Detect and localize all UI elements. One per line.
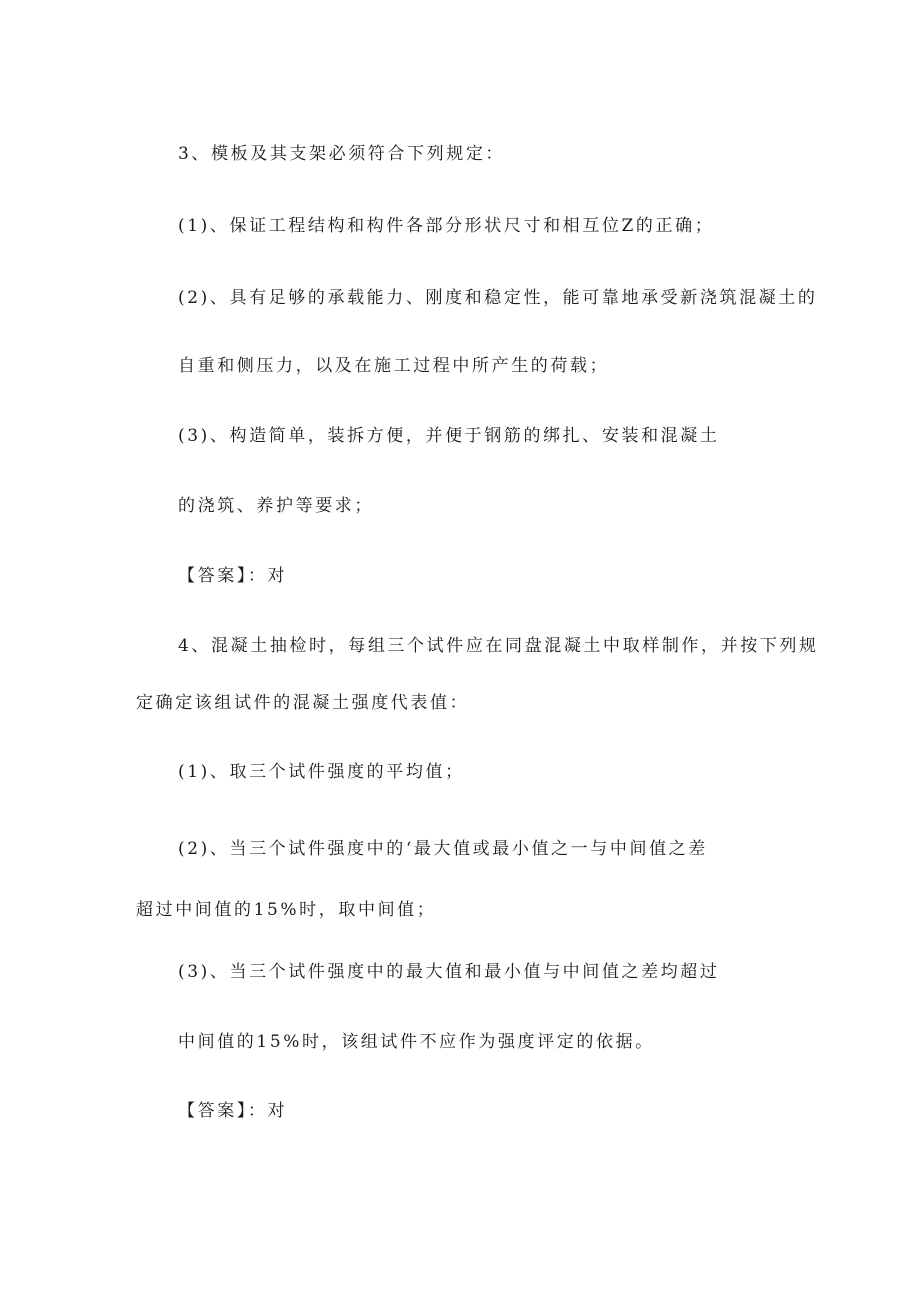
q4-item-3-line-1: (3)、当三个试件强度中的最大值和最小值与中间值之差均超过 <box>178 962 720 982</box>
q3-item-3-line-2: 的浇筑、养护等要求； <box>178 496 374 516</box>
q3-item-2-line-2: 自重和侧压力，以及在施工过程中所产生的荷载； <box>178 356 610 376</box>
q3-item-3-line-1: (3)、构造简单，装拆方便，并便于钢筋的绑扎、安装和混凝土 <box>178 426 720 446</box>
q4-stem-line-1: 4、混凝土抽检时，每组三个试件应在同盘混凝土中取样制作，并按下列规 <box>178 636 819 656</box>
q4-item-2-line-2: 超过中间值的15%时，取中间值； <box>136 900 437 920</box>
q4-item-3-line-2: 中间值的15%时，该组试件不应作为强度评定的依据。 <box>178 1032 655 1052</box>
q4-item-2-line-1: (2)、当三个试件强度中的‘最大值或最小值之一与中间值之差 <box>178 839 708 859</box>
q3-stem: 3、模板及其支架必须符合下列规定： <box>178 144 506 164</box>
q3-item-2-line-1: (2)、具有足够的承载能力、刚度和稳定性，能可靠地承受新浇筑混凝土的 <box>178 288 818 308</box>
q4-item-1: (1)、取三个试件强度的平均值； <box>178 762 465 782</box>
q3-answer: 【答案】：对 <box>178 566 288 586</box>
q3-item-1: (1)、保证工程结构和构件各部分形状尺寸和相互位Z的正确； <box>178 216 715 236</box>
q4-answer: 【答案】：对 <box>178 1101 288 1121</box>
q4-stem-line-2: 定确定该组试件的混凝土强度代表值： <box>136 693 470 713</box>
